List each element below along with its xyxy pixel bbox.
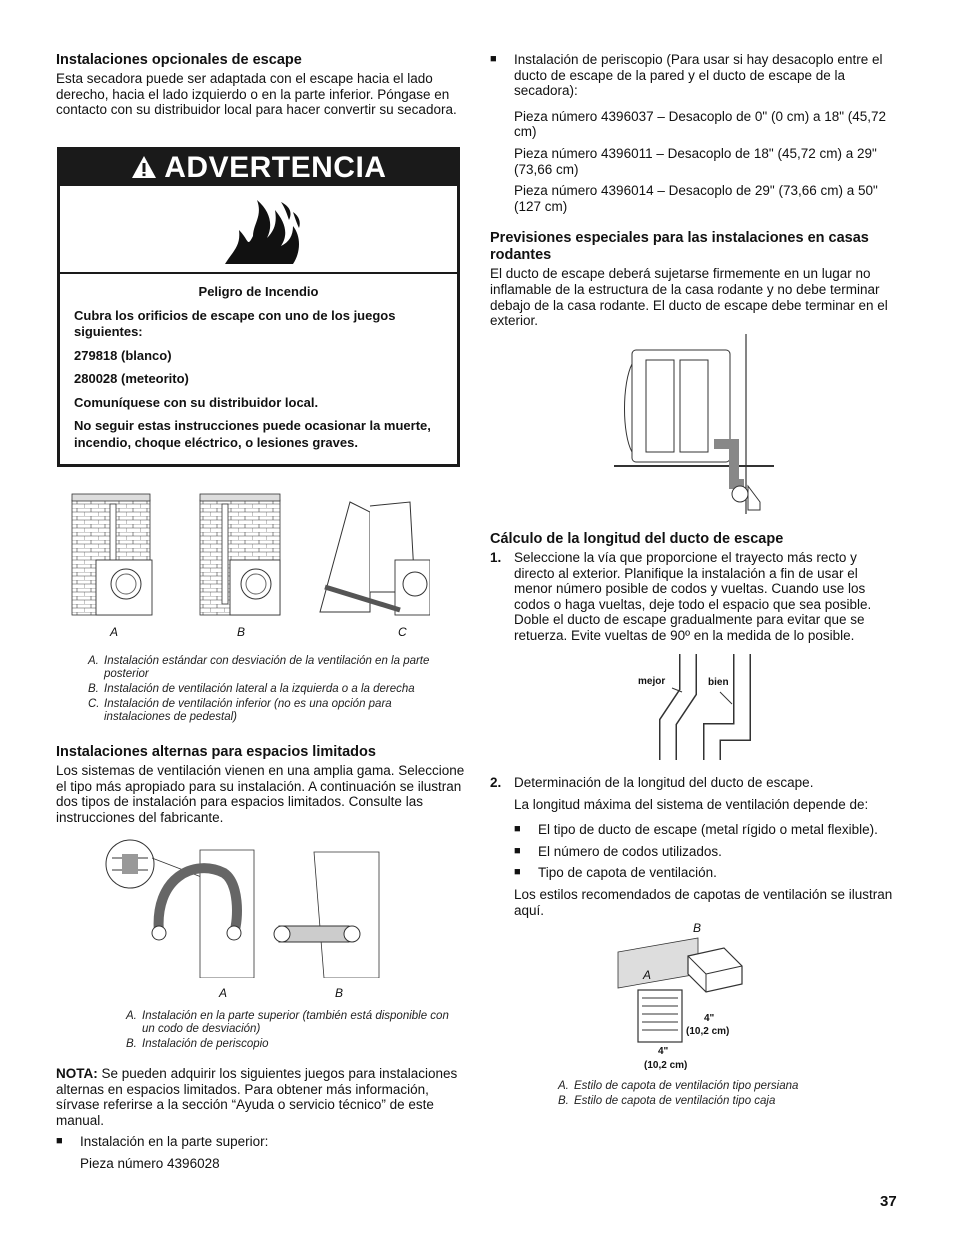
note-paragraph [56,1066,466,1128]
step-2-bullet-3: ■ Tipo de capota de ventilación. [514,865,717,881]
duct-length-section [490,531,898,644]
warning-title: Peligro de Incendio [198,284,319,299]
figure-2-caption-a: A. Instalación en la parte superior (también está disponible con un codo de desviación) [126,1010,449,1035]
bullet-square-icon: ■ [490,53,497,65]
step-2-bullet-2: ■ El número de codos utilizados. [514,843,722,859]
figure-1-label-c: C [398,625,407,639]
figure-1-captions [88,655,440,726]
hood-label-b: B [693,921,702,935]
right-column [490,52,898,329]
warning-line-2: 279818 (blanco) [74,347,172,363]
alternate-installations-heading: Instalaciones alternas para espacios limitados [56,744,376,760]
periscope-bullet: ■ Instalación de periscopio (Para usar si hay desacoplo entre el ducto de escape de la pared y el ducto de escape de la secadora): [490,52,883,99]
mobile-home-body: El ducto de escape deberá sujetarse firmemente en un lugar no inflamable de la estructura de la casa rodante y no debe terminar debajo de la casa rodante. El ducto de escape debe terminar en el exterior. [490,266,888,329]
figure-1-caption-b: B. Instalación de ventilación lateral a la izquierda o a la derecha [88,683,415,695]
top-install-bullet: ■ Instalación en la parte superior: [56,1134,269,1150]
note-section [56,1066,466,1172]
warning-triangle-icon [131,151,165,184]
optional-exhaust-section [56,52,466,118]
warning-header-text: ADVERTENCIA [164,151,387,184]
optional-exhaust-body: Esta secadora puede ser adaptada con el escape hacia el lado derecho, hacia el lado izquierdo o en la parte inferior. Póngase en contacto con su distribuidor local para hacer convertir su secadora. [56,71,457,118]
figure-1-label-b: B [237,625,246,639]
mobile-home-figure [614,334,774,514]
figure-2-label-a: A [219,986,228,1000]
note-body: Se pueden adquirir los siguientes juegos para instalaciones alternas en espacios limitados. Para obtener más información, sírvase referirse a la sección “Ayuda o servicio técnico” de este manual. [56,1066,458,1128]
step-2: 2. Determinación de la longitud del ducto de escape. [490,775,814,790]
hood-captions [558,1080,878,1110]
figure-b-installation [200,494,280,615]
bullet-square-icon: ■ [514,844,521,857]
figure-2b-periscope-installation [274,852,379,978]
periscope-part-3: Pieza número 4396014 – Desacoplo de 29" (73,66 cm) a 50" (127 cm) [514,183,878,214]
dim-a-inches: 4" [658,1046,669,1057]
figure-a-installation [72,494,152,615]
bullet-square-icon: ■ [514,823,521,836]
fire-symbol-area [60,186,457,274]
label-bien: bien [708,677,729,688]
periscope-part-2: Pieza número 4396011 – Desacoplo de 18" (45,72 cm) a 29" (73,66 cm) [514,145,877,177]
alternate-installations-body: Los sistemas de ventilación vienen en una amplia gama. Seleccione el tipo más apropiado para su instalación. A continuación se ilustran dos tipos de instalación para espacios limitados. Consulte las instrucciones del fabricante. [56,763,465,825]
hoods-intro: Los estilos recomendados de capotas de ventilación se ilustran aquí. [514,886,893,918]
figure-2a-top-installation [106,840,254,978]
figure-1-caption-a: A. Instalación estándar con desviación de la ventilación en la parte posterior [88,655,430,680]
step-2-section [490,775,898,918]
bullet-square-icon: ■ [514,866,521,879]
mobile-home-heading: Previsiones especiales para las instalaciones en casas rodantes [490,230,869,264]
louvered-hood [638,990,682,1042]
page-number: 37 [880,1193,897,1210]
periscope-part-1: Pieza número 4396037 – Desacoplo de 0" (0 cm) a 18" (45,72 cm) [514,108,887,140]
note-label: NOTA: [56,1066,98,1081]
hood-caption-b: B. Estilo de capota de ventilación tipo caja [558,1095,776,1107]
warning-line-5: No seguir estas instrucciones puede ocasionar la muerte, incendio, choque eléctrico, o lesiones graves. [74,418,431,450]
figure-2-captions [126,1010,456,1053]
step-2-body: La longitud máxima del sistema de ventilación depende de: [514,796,869,812]
duct-length-heading: Cálculo de la longitud del ducto de escape [490,531,784,547]
dim-b-cm: (10,2 cm) [686,1026,730,1037]
duct-route-figure [650,652,760,764]
top-install-part: Pieza número 4396028 [80,1155,220,1171]
figure-1-label-a: A [110,625,119,639]
alternate-installation-figure [104,838,384,978]
vent-hoods-figure [612,930,752,1065]
label-mejor: mejor [638,676,666,687]
box-hood [688,948,742,992]
warning-body [60,274,457,451]
figure-2-caption-b: B. Instalación de periscopio [126,1038,269,1050]
warning-line-1: Cubra los orificios de escape con uno de los juegos siguientes: [74,307,396,339]
optional-exhaust-heading: Instalaciones opcionales de escape [56,52,302,68]
exhaust-installation-figure [70,492,430,622]
figure-c-installation [320,502,430,615]
hood-label-a: A [643,968,652,982]
step-1: 1. Seleccione la vía que proporcione el trayecto más recto y directo al exterior. Planifique la instalación a fin de usar el menor número posible de codos y vueltas. Cuando use los codos o haga vueltas, deje todo el espacio que sea posible. Doble el ducto de escape gradualmente para evitar que se retuerza. Evite vueltas de 90º en la medida de lo posible. [490,550,872,643]
figure-1-caption-c: C. Instalación de ventilación inferior (no es una opción para instalaciones de pedestal) [88,698,392,723]
dim-b-inches: 4" [704,1013,715,1024]
step-2-bullet-1: ■ El tipo de ducto de escape (metal rígido o metal flexible). [514,822,878,838]
bullet-square-icon: ■ [56,1135,63,1148]
alternate-installations-section [56,744,466,825]
warning-header [60,150,457,186]
figure-2-label-b: B [335,986,344,1000]
warning-line-3: 280028 (meteorito) [74,371,189,386]
fire-icon [223,196,303,266]
dim-a-cm: (10,2 cm) [644,1060,688,1071]
warning-line-4: Comuníquese con su distribuidor local. [74,394,319,410]
hood-caption-a: A. Estilo de capota de ventilación tipo persiana [558,1080,799,1092]
warning-box [57,147,460,467]
